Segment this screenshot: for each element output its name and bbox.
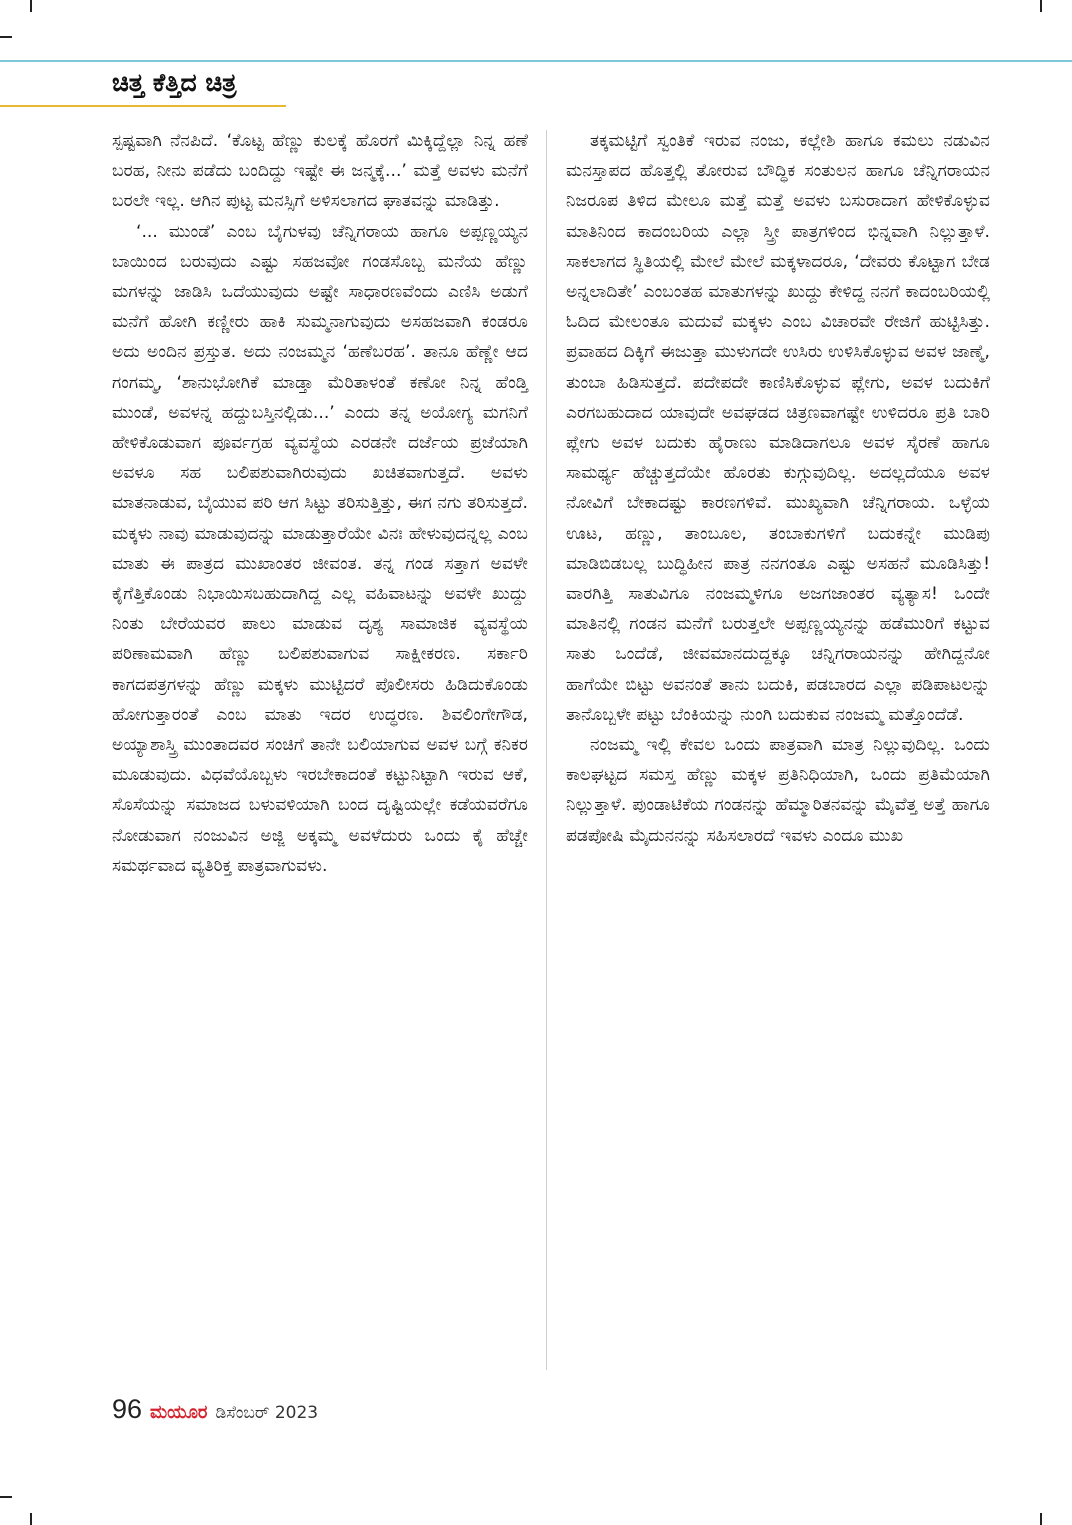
- paragraph: ನಂಜಮ್ಮ ಇಲ್ಲಿ ಕೇವಲ ಒಂದು ಪಾತ್ರವಾಗಿ ಮಾತ್ರ ನಿಲ್ಲುವುದಿಲ್ಲ. ಒಂದು ಕಾಲಘಟ್ಟದ ಸಮಸ್ತ ಹೆಣ್ಣು ಮಕ್ಕಳ ಪ್ರತಿನಿಧಿಯಾಗಿ, ಒಂದು ಪ್ರತಿಮೆಯಾಗಿ ನಿಲ್ಲುತ್ತಾಳೆ. ಪುಂಡಾಟಿಕೆಯ ಗಂಡನನ್ನು ಹೆಮ್ಮಾರಿತನವನ್ನು ಮೈವೆತ್ತ ಅತ್ತೆ ಹಾಗೂ ಪಡಪೋಷಿ ಮೈದುನನನ್ನು ಸಹಿಸಲಾರದೆ ಇವಳು ಎಂದೂ ಮುಖ: [566, 735, 990, 846]
- issue-date: ಡಿಸೆಂಬರ್ 2023: [215, 1403, 319, 1423]
- page-footer: [112, 1394, 318, 1430]
- column-divider: [546, 130, 547, 1370]
- left-column: [112, 126, 528, 881]
- crop-mark: [30, 0, 32, 12]
- header-rule-top: [0, 60, 1072, 62]
- paragraph: ತಕ್ಕಮಟ್ಟಿಗೆ ಸ್ವಂತಿಕೆ ಇರುವ ನಂಜು, ಕಲ್ಲೇಶಿ ಹಾಗೂ ಕಮಲು ನಡುವಿನ ಮನಸ್ತಾಪದ ಹೊತ್ತಲ್ಲಿ ತೋರುವ ಬೌದ್ಧಿಕ ಸಂತುಲನ ಹಾಗೂ ಚೆನ್ನಿಗರಾಯನ ನಿಜರೂಪ ತಿಳಿದ ಮೇಲೂ ಮತ್ತೆ ಮತ್ತೆ ಅವಳು ಬಸುರಾದಾಗ ಹೇಳಿಕೊಳ್ಳುವ ಮಾತಿನಿಂದ ಕಾದಂಬರಿಯ ಎಲ್ಲಾ ಸ್ತ್ರೀ ಪಾತ್ರಗಳಿಂದ ಭಿನ್ನವಾಗಿ ನಿಲ್ಲುತ್ತಾಳೆ. ಸಾಕಲಾಗದ ಸ್ಥಿತಿಯಲ್ಲಿ ಮೇಲೆ ಮೇಲೆ ಮಕ್ಕಳಾದರೂ, ‘ದೇವರು ಕೊಟ್ಟಾಗ ಬೇಡ ಅನ್ನಲಾದಿತೇ’ ಎಂಬಂತಹ ಮಾತುಗಳನ್ನು ಖುದ್ದು ಕೇಳಿದ್ದ ನನಗೆ ಕಾದಂಬರಿಯಲ್ಲಿ ಓದಿದ ಮೇಲಂತೂ ಮದುವೆ ಮಕ್ಕಳು ಎಂಬ ವಿಚಾರವೇ ರೇಜಿಗೆ ಹುಟ್ಟಿಸಿತ್ತು. ಪ್ರವಾಹದ ದಿಕ್ಕಿಗೆ ಈಜುತ್ತಾ ಮುಳುಗದೇ ಉಸಿರು ಉಳಿಸಿಕೊಳ್ಳುವ ಅವಳ ಜಾಣ್ಮೆ, ತುಂಬಾ ಹಿಡಿಸುತ್ತದೆ. ಪದೇಪದೇ ಕಾಣಿಸಿಕೊಳ್ಳುವ ಪ್ಲೇಗು, ಅವಳ ಬದುಕಿಗೆ ಎರಗಬಹುದಾದ ಯಾವುದೇ ಅವಘಡದ ಚಿತ್ರಣವಾಗಷ್ಟೇ ಉಳಿದರೂ ಪ್ರತಿ ಬಾರಿ ಪ್ಲೇಗು ಅವಳ ಬದುಕು ಹೈರಾಣು ಮಾಡಿದಾಗಲೂ ಅವಳ ಸೈರಣೆ ಹಾಗೂ ಸಾಮರ್ಥ್ಯ ಹೆಚ್ಚುತ್ತದೆಯೇ ಹೊರತು ಕುಗ್ಗುವುದಿಲ್ಲ. ಅದಲ್ಲದೆಯೂ ಅವಳ ನೋವಿಗೆ ಬೇಕಾದಷ್ಟು ಕಾರಣಗಳಿವೆ. ಮುಖ್ಯವಾಗಿ ಚೆನ್ನಿಗರಾಯ. ಒಳ್ಳೆಯ ಊಟ, ಹಣ್ಣು, ತಾಂಬೂಲ, ತಂಬಾಕುಗಳಿಗೆ ಬದುಕನ್ನೇ ಮುಡಿಪು ಮಾಡಿಬಿಡಬಲ್ಲ ಬುದ್ಧಿಹೀನ ಪಾತ್ರ ನನಗಂತೂ ಎಷ್ಟು ಅಸಹನೆ ಮೂಡಿಸಿತ್ತು! ವಾರಗಿತ್ತಿ ಸಾತುವಿಗೂ ನಂಜಮ್ಮಳಿಗೂ ಅಜಗಜಾಂತರ ವ್ಯತ್ಯಾಸ! ಒಂದೇ ಮಾತಿನಲ್ಲಿ ಗಂಡನ ಮನೆಗೆ ಬರುತ್ತಲೇ ಅಪ್ಪಣ್ಣಯ್ಯನನ್ನು ಹಡೆಮುರಿಗೆ ಕಟ್ಟುವ ಸಾತು ಒಂದೆಡೆ, ಜೀವಮಾನದುದ್ದಕ್ಕೂ ಚನ್ನಿಗರಾಯನನ್ನು ಹೇಗಿದ್ದನೋ ಹಾಗೆಯೇ ಬಿಟ್ಟು ಅವನಂತೆ ತಾನು ಬದುಕಿ, ಪಡಬಾರದ ಎಲ್ಲಾ ಪಡಿಪಾಟಲನ್ನು ತಾನೊಬ್ಬಳೇ ಪಟ್ಟು ಬೆಂಕಿಯನ್ನು ನುಂಗಿ ಬದುಕುವ ನಂಜಮ್ಮ ಮತ್ತೊಂದೆಡೆ.: [566, 131, 990, 725]
- paragraph: ಸ್ಪಷ್ಟವಾಗಿ ನೆನಪಿದೆ. ‘ಕೊಟ್ಟ ಹೆಣ್ಣು ಕುಲಕ್ಕೆ ಹೊರಗೆ ಮಿಕ್ಕಿದ್ದೆಲ್ಲಾ ನಿನ್ನ ಹಣೆ ಬರಹ, ನೀನು ಪಡೆದು ಬಂದಿದ್ದು ಇಷ್ಟೇ ಈ ಜನ್ಮಕ್ಕೆ...’ ಮತ್ತೆ ಅವಳು ಮನೆಗೆ ಬರಲೇ ಇಲ್ಲ. ಆಗಿನ ಪುಟ್ಟ ಮನಸ್ಸಿಗೆ ಅಳಿಸಲಾಗದ ಘಾತವನ್ನು ಮಾಡಿತ್ತು.: [112, 131, 528, 212]
- section-title: ಚಿತ್ತ ಕೆತ್ತಿದ ಚಿತ್ರ: [112, 68, 237, 97]
- crop-mark: [1040, 1513, 1042, 1525]
- page-number: 96: [112, 1394, 143, 1424]
- section-header: [0, 52, 290, 110]
- crop-mark: [0, 36, 12, 38]
- right-column: [566, 126, 990, 851]
- crop-mark: [0, 1496, 12, 1498]
- crop-mark: [30, 1513, 32, 1525]
- header-rule-bottom: [0, 105, 286, 107]
- magazine-logo: ಮಯೂರ: [150, 1402, 208, 1423]
- crop-mark: [1040, 0, 1042, 12]
- paragraph: ‘... ಮುಂಡೆ’ ಎಂಬ ಬೈಗುಳವು ಚೆನ್ನಿಗರಾಯ ಹಾಗೂ ಅಪ್ಪಣ್ಣಯ್ಯನ ಬಾಯಿಂದ ಬರುವುದು ಎಷ್ಟು ಸಹಜವೋ ಗಂಡಸೊಬ್ಬ ಮನೆಯ ಹೆಣ್ಣು ಮಗಳನ್ನು ಜಾಡಿಸಿ ಒದೆಯುವುದು ಅಷ್ಟೇ ಸಾಧಾರಣವೆಂದು ಎಣಿಸಿ ಅಡುಗೆ ಮನೆಗೆ ಹೋಗಿ ಕಣ್ಣೀರು ಹಾಕಿ ಸುಮ್ಮನಾಗುವುದು ಅಸಹಜವಾಗಿ ಕಂಡರೂ ಅದು ಅಂದಿನ ಪ್ರಸ್ತುತ. ಅದು ನಂಜಮ್ಮನ ‘ಹಣೆಬರಹ’. ತಾನೂ ಹೆಣ್ಣೇ ಆದ ಗಂಗಮ್ಮ, ‘ಶಾನುಭೋಗಿಕೆ ಮಾಡ್ತಾ ಮೆರಿತಾಳಂತೆ ಕಣೋ ನಿನ್ನ ಹೆಂಡ್ತಿ ಮುಂಡೆ, ಅವಳನ್ನ ಹದ್ದುಬಸ್ತಿನಲ್ಲಿಡು...’ ಎಂದು ತನ್ನ ಅಯೋಗ್ಯ ಮಗನಿಗೆ ಹೇಳಿಕೊಡುವಾಗ ಪೂರ್ವಗ್ರಹ ವ್ಯವಸ್ಥೆಯ ಎರಡನೇ ದರ್ಜೆಯ ಪ್ರಜೆಯಾಗಿ ಅವಳೂ ಸಹ ಬಲಿಪಶುವಾಗಿರುವುದು ಖಚಿತವಾಗುತ್ತದೆ. ಅವಳು ಮಾತನಾಡುವ, ಬೈಯುವ ಪರಿ ಆಗ ಸಿಟ್ಟು ತರಿಸುತ್ತಿತ್ತು, ಈಗ ನಗು ತರಿಸುತ್ತದೆ. ಮಕ್ಕಳು ನಾವು ಮಾಡುವುದನ್ನು ಮಾಡುತ್ತಾರೆಯೇ ವಿನಃ ಹೇಳುವುದನ್ನಲ್ಲ ಎಂಬ ಮಾತು ಈ ಪಾತ್ರದ ಮುಖಾಂತರ ಜೀವಂತ. ತನ್ನ ಗಂಡ ಸತ್ತಾಗ ಅವಳೇ ಕೈಗೆತ್ತಿಕೊಂಡು ನಿಭಾಯಿಸಬಹುದಾಗಿದ್ದ ಎಲ್ಲ ವಹಿವಾಟನ್ನು ಅವಳೇ ಖುದ್ದು ನಿಂತು ಬೇರೆಯವರ ಪಾಲು ಮಾಡುವ ದೃಶ್ಯ ಸಾಮಾಜಿಕ ವ್ಯವಸ್ಥೆಯ ಪರಿಣಾಮವಾಗಿ ಹೆಣ್ಣು ಬಲಿಪಶುವಾಗುವ ಸಾಕ್ಷೀಕರಣ. ಸರ್ಕಾರಿ ಕಾಗದಪತ್ರಗಳನ್ನು ಹೆಣ್ಣು ಮಕ್ಕಳು ಮುಟ್ಟಿದರೆ ಪೊಲೀಸರು ಹಿಡಿದುಕೊಂಡು ಹೋಗುತ್ತಾರಂತೆ ಎಂಬ ಮಾತು ಇದರ ಉದ್ಧರಣ. ಶಿವಲಿಂಗೇಗೌಡ, ಅಯ್ಯಾಶಾಸ್ತ್ರಿ ಮುಂತಾದವರ ಸಂಚಿಗೆ ತಾನೇ ಬಲಿಯಾಗುವ ಅವಳ ಬಗ್ಗೆ ಕನಿಕರ ಮೂಡುವುದು. ವಿಧವೆಯೊಬ್ಬಳು ಇರಬೇಕಾದಂತೆ ಕಟ್ಟುನಿಟ್ಟಾಗಿ ಇರುವ ಆಕೆ, ಸೊಸೆಯನ್ನು ಸಮಾಜದ ಬಳುವಳಿಯಾಗಿ ಬಂದ ದೃಷ್ಟಿಯಲ್ಲೇ ಕಡೆಯವರೆಗೂ ನೋಡುವಾಗ ನಂಜುವಿನ ಅಜ್ಜಿ ಅಕ್ಕಮ್ಮ ಅವಳೆದುರು ಒಂದು ಕೈ ಹೆಚ್ಚೇ ಸಮರ್ಥವಾದ ವ್ಯತಿರಿಕ್ತ ಪಾತ್ರವಾಗುವಳು.: [112, 221, 528, 876]
